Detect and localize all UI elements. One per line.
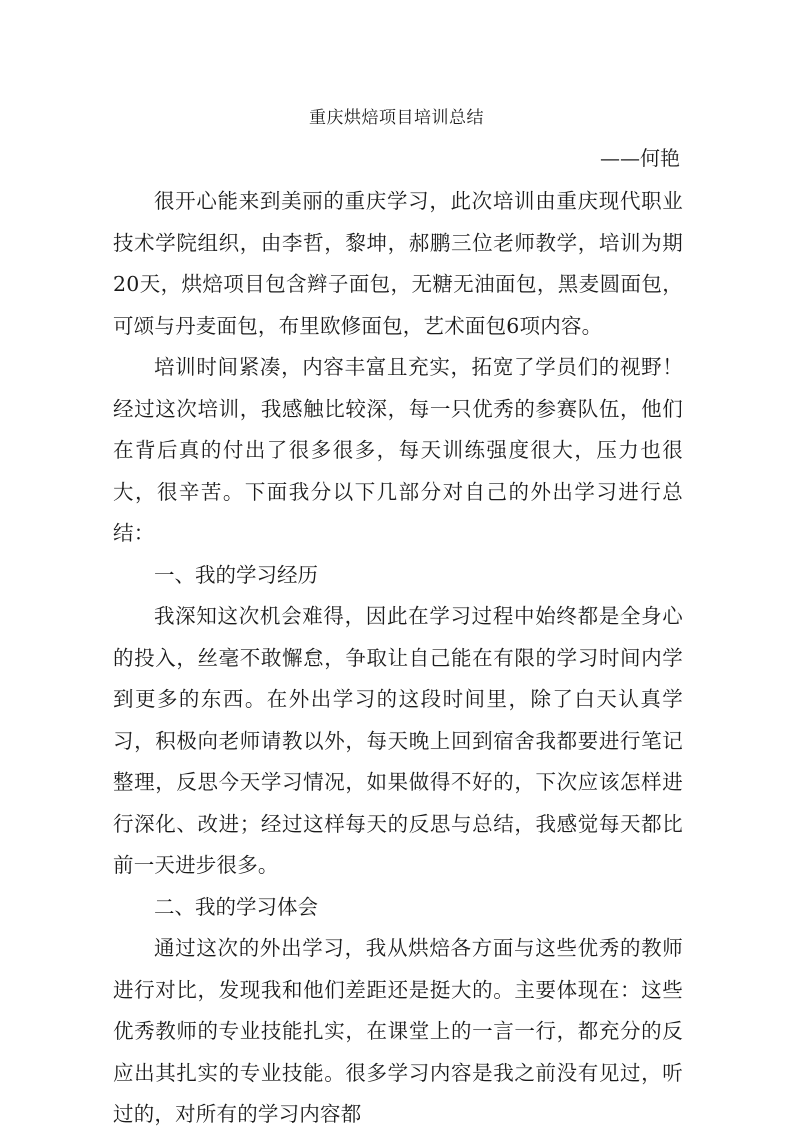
paragraph-experience: 我深知这次机会难得，因此在学习过程中始终都是全身心的投入，丝毫不敢懈怠，争取让自己能在有限的学习时间内学到更多的东西。在外出学习的这段时间里，除了白天认真学习，积极向老师请教以外，每天晚上回到宿舍我都要进行笔记整理，反思今天学习情况，如果做得不好的，下次应该怎样进行深化、改进；经过这样每天的反思与总结，我感觉每天都比前一天进步很多。 (113, 604, 683, 877)
paragraph-intro: 很开心能来到美丽的重庆学习，此次培训由重庆现代职业技术学院组织，由李哲，黎坤，郝鹏三位老师教学，培训为期20天，烘焙项目包含辫子面包，无糖无油面包，黑麦圆面包，可颂与丹麦面包，布里欧修面包，艺术面包6项内容。 (113, 189, 683, 338)
document-author: ——何艳 (600, 146, 680, 170)
document-title: 重庆烘焙项目培训总结 (309, 108, 484, 128)
section-heading-experience: 一、我的学习经历 (154, 562, 318, 587)
document-body (113, 181, 683, 1136)
paragraph-insights: 通过这次的外出学习，我从烘焙各方面与这些优秀的教师进行对比，发现我和他们差距还是挺大的。主要体现在：这些优秀教师的专业技能扎实，在课堂上的一言一行，都充分的反应出其扎实的专业技能。很多学习内容是我之前没有见过，听过的，对所有的学习内容都 (113, 936, 683, 1126)
paragraph-overview: 培训时间紧凑，内容丰富且充实，拓宽了学员们的视野！经过这次培训，我感触比较深，每一只优秀的参赛队伍，他们在背后真的付出了很多很多，每天训练强度很大，压力也很大，很辛苦。下面我分以下几部分对自己的外出学习进行总结： (113, 355, 683, 545)
section-heading-insights: 二、我的学习体会 (154, 894, 318, 919)
